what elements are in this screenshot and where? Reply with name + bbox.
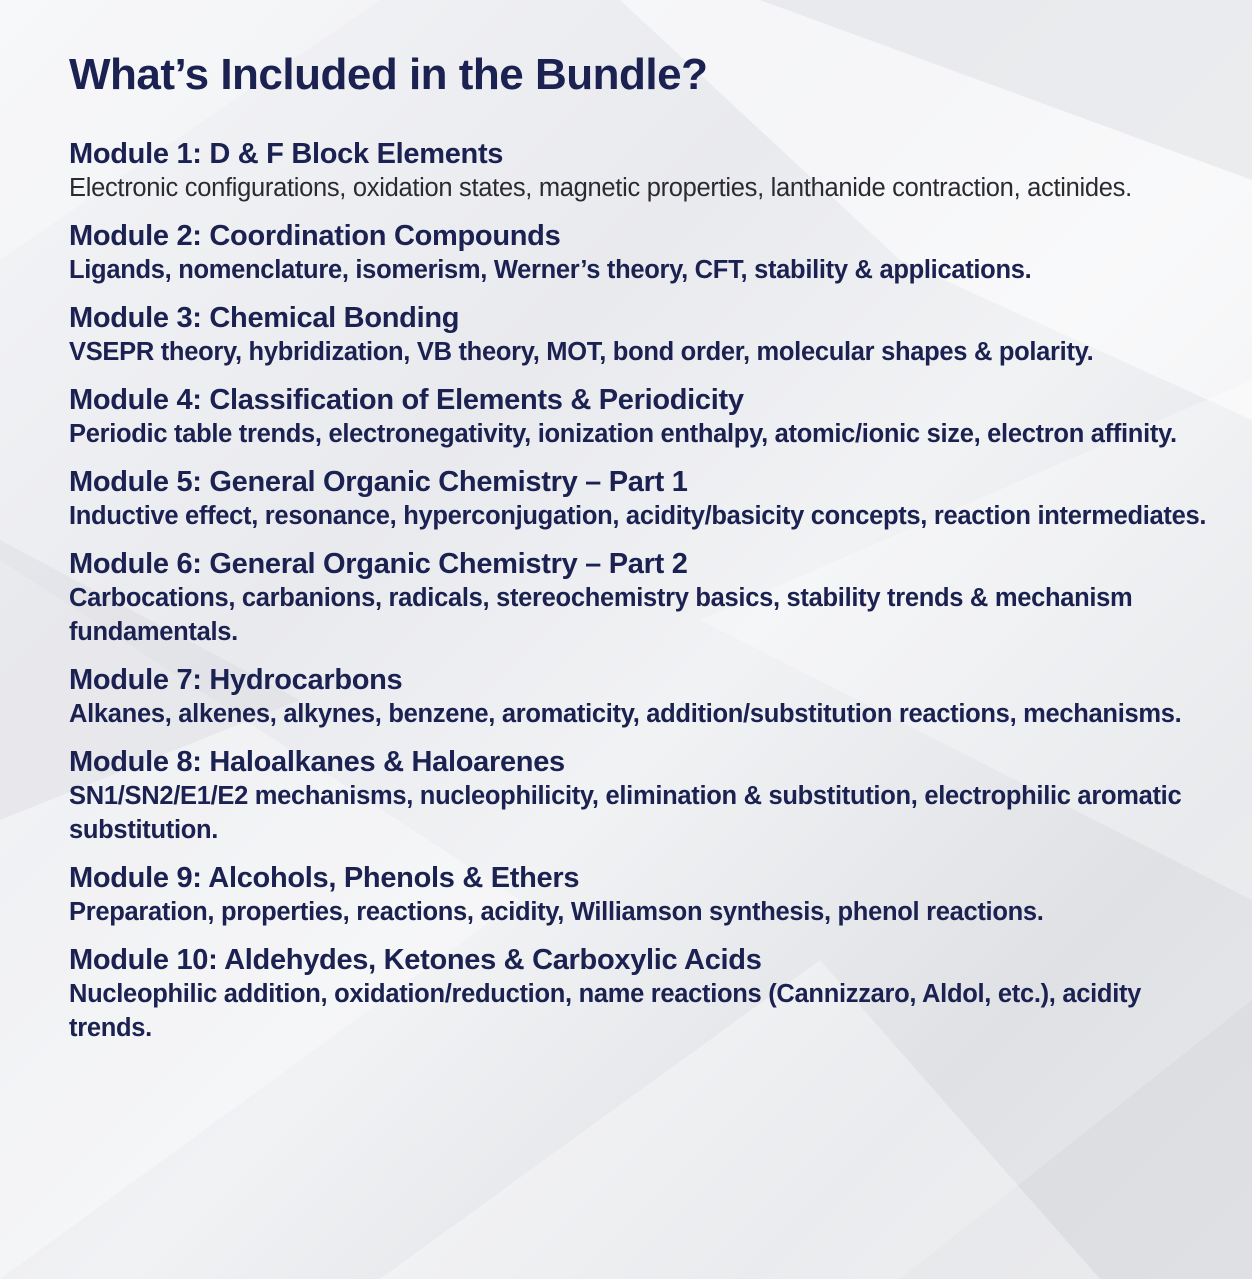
module-title: Module 3: Chemical Bonding bbox=[69, 302, 460, 334]
module-list bbox=[69, 137, 1219, 1045]
module-item bbox=[69, 301, 1219, 369]
module-item bbox=[69, 137, 1219, 205]
module-description: Ligands, nomenclature, isomerism, Werner’s theory, CFT, stability & applications. bbox=[69, 256, 1032, 284]
bundle-content bbox=[69, 48, 1219, 1059]
page-title: What’s Included in the Bundle? bbox=[69, 50, 708, 99]
module-description: Inductive effect, resonance, hyperconjugation, acidity/basicity concepts, reaction intermediates. bbox=[69, 502, 1207, 530]
module-title: Module 6: General Organic Chemistry – Part 2 bbox=[69, 548, 688, 580]
module-title: Module 2: Coordination Compounds bbox=[69, 220, 561, 252]
module-title: Module 10: Aldehydes, Ketones & Carboxylic Acids bbox=[69, 944, 762, 976]
module-item bbox=[69, 383, 1219, 451]
module-description: Periodic table trends, electronegativity, ionization enthalpy, atomic/ionic size, electron affinity. bbox=[69, 420, 1177, 448]
module-title: Module 5: General Organic Chemistry – Part 1 bbox=[69, 466, 688, 498]
module-item bbox=[69, 663, 1219, 731]
module-description: Preparation, properties, reactions, acidity, Williamson synthesis, phenol reactions. bbox=[69, 898, 1044, 926]
module-title: Module 4: Classification of Elements & Periodicity bbox=[69, 384, 744, 416]
module-title: Module 8: Haloalkanes & Haloarenes bbox=[69, 746, 565, 778]
module-title: Module 9: Alcohols, Phenols & Ethers bbox=[69, 862, 580, 894]
module-description: VSEPR theory, hybridization, VB theory, MOT, bond order, molecular shapes & polarity. bbox=[69, 338, 1094, 366]
module-description: Electronic configurations, oxidation states, magnetic properties, lanthanide contraction, actinides. bbox=[69, 174, 1132, 202]
module-description: SN1/SN2/E1/E2 mechanisms, nucleophilicity, elimination & substitution, electrophilic aromatic substitution. bbox=[69, 782, 1182, 844]
module-item bbox=[69, 465, 1219, 533]
module-description: Nucleophilic addition, oxidation/reduction, name reactions (Cannizzaro, Aldol, etc.), acidity trends. bbox=[69, 980, 1142, 1042]
module-item bbox=[69, 861, 1219, 929]
module-description: Carbocations, carbanions, radicals, stereochemistry basics, stability trends & mechanism fundamentals. bbox=[69, 584, 1133, 646]
module-title: Module 7: Hydrocarbons bbox=[69, 664, 403, 696]
module-item bbox=[69, 547, 1219, 649]
module-description: Alkanes, alkenes, alkynes, benzene, aromaticity, addition/substitution reactions, mechanisms. bbox=[69, 700, 1182, 728]
module-item bbox=[69, 745, 1219, 847]
module-title: Module 1: D & F Block Elements bbox=[69, 138, 504, 170]
module-item bbox=[69, 219, 1219, 287]
module-item bbox=[69, 943, 1219, 1045]
